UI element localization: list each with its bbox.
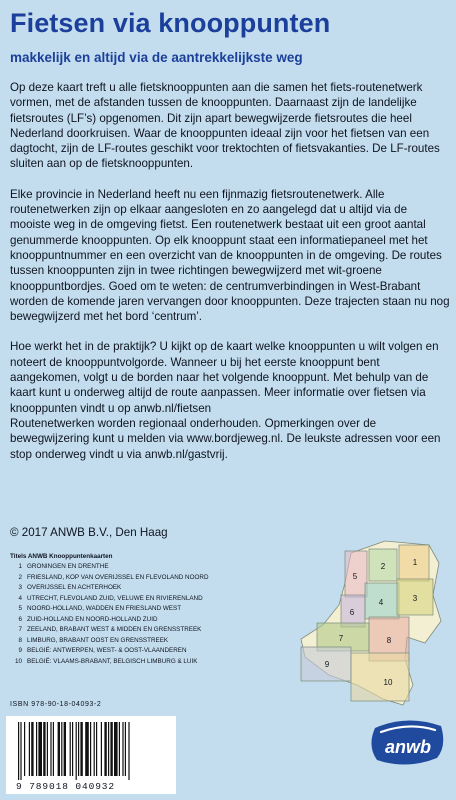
list-item-number: 1 bbox=[18, 563, 22, 570]
anwb-logo-text: anwb bbox=[384, 737, 432, 757]
list-item-number: 9 bbox=[18, 647, 22, 654]
barcode-bar bbox=[78, 722, 79, 776]
page-title: Fietsen via knooppunten bbox=[10, 8, 331, 38]
map-number: 9 bbox=[324, 660, 330, 669]
list-item-label: ZUID-HOLLAND EN NOORD-HOLLAND ZUID bbox=[27, 615, 158, 623]
barcode-bar bbox=[85, 722, 89, 776]
list-item-number: 5 bbox=[18, 605, 22, 612]
barcode-bar bbox=[125, 722, 126, 776]
map-number: 1 bbox=[412, 558, 418, 567]
barcode-bar bbox=[104, 722, 106, 776]
map-sheet-10 bbox=[351, 653, 409, 701]
map-number: 6 bbox=[349, 608, 355, 617]
copyright: © 2017 ANWB B.V., Den Haag bbox=[10, 526, 168, 539]
list-item bbox=[10, 657, 260, 668]
overview-map bbox=[293, 535, 443, 710]
barcode-bar bbox=[38, 722, 42, 776]
barcode-bar bbox=[36, 722, 37, 776]
barcode-bar bbox=[94, 722, 95, 776]
barcode-bar bbox=[18, 722, 19, 780]
barcode-bar bbox=[53, 722, 54, 776]
list-item-number: 4 bbox=[18, 594, 22, 602]
anwb-logo bbox=[365, 716, 449, 772]
list-item-label: BELGIË: ANTWERPEN, WEST- & OOST-VLAANDEREN bbox=[27, 647, 187, 654]
list-item-label: NOORD-HOLLAND, WADDEN EN FRIESLAND WEST bbox=[27, 605, 182, 612]
list-item-number: 8 bbox=[18, 636, 22, 644]
barcode-bar bbox=[31, 722, 33, 776]
list-item-number: 2 bbox=[18, 573, 22, 581]
isbn: ISBN 978-90-18-04093-2 bbox=[10, 701, 102, 708]
list-item bbox=[10, 573, 260, 584]
list-item-label: FRIESLAND, KOP VAN OVERIJSSEL EN FLEVOLAND NOORD bbox=[27, 573, 209, 581]
barcode-bar bbox=[70, 722, 71, 776]
map-number: 7 bbox=[338, 634, 344, 643]
list-item-number: 3 bbox=[18, 584, 22, 591]
list-item bbox=[10, 625, 260, 636]
list-item-label: BELGIË: VLAAMS-BRABANT, BELGISCH LIMBURG & LUIK bbox=[27, 657, 198, 665]
barcode bbox=[6, 716, 176, 794]
barcode-bar bbox=[96, 722, 97, 776]
map-number: 8 bbox=[386, 636, 392, 645]
barcode-bar bbox=[90, 722, 91, 776]
paragraph-maintenance: Routenetwerken worden regionaal onderhouden. Opmerkingen over de bewegwijzering kunt u melden via www.bordjeweg.nl. De leukste adressen voor een stop onderweg vindt u via anwb.nl/gastvrij. bbox=[10, 416, 441, 461]
barcode-number: 9 789018 040932 bbox=[16, 781, 116, 792]
map-number: 5 bbox=[352, 572, 358, 581]
paragraph-network: Elke provincie in Nederland heeft nu een fijnmazig fietsroutenetwerk. Alle routenetwerken zijn op elkaar aangesloten en zo aangelegd dat u altijd via de mooiste weg in de omgeving fietst. Een routenetwerk bestaat uit een groot aantal genummerde knooppunten. Op elk knooppunt staat een informatiepaneel met het knooppuntnummer en een overzicht van de knooppunten in de omgeving. De routes tussen knooppunten zijn in twee richtingen bewegwijzerd met wit-groene knooppuntbordjes. Goed om te weten: de centrumverbindingen in West-Brabant worden de komende jaren vervangen door knooppunten. Deze trajecten staan nu nog bewegwijzerd met het bord ‘centrum’. bbox=[10, 187, 450, 324]
list-item-label: LIMBURG, BRABANT OOST EN GRENSSTREEK bbox=[27, 636, 169, 644]
list-item-number: 7 bbox=[18, 626, 22, 633]
barcode-bar bbox=[29, 722, 30, 776]
barcode-bar bbox=[108, 722, 109, 776]
paragraph-intro: Op deze kaart treft u alle fietsknooppunten aan die samen het fiets-routenetwerk vormen, met de afstanden tussen de knooppunten. Daarnaast zijn de landelijke fietsroutes (LF’s) opgenomen. Dit zijn apart bewegwijzerde fietsroutes die heel Nederland doorkruisen. Waar de knooppunten ideaal zijn voor het fietsen van een dagtocht, zijn de LF-routes geschikt voor trektochten of fietsvakanties. De LF-routes sluiten aan op de fietsknooppunten. bbox=[10, 81, 440, 171]
map-number: 2 bbox=[380, 562, 386, 571]
barcode-bar bbox=[64, 722, 66, 776]
list-item-number: 10 bbox=[14, 657, 22, 665]
map-number: 4 bbox=[378, 598, 384, 607]
barcode-bar bbox=[110, 722, 112, 776]
barcode-bar bbox=[101, 722, 102, 776]
body-text bbox=[10, 80, 450, 477]
paragraph-practice: Hoe werkt het in de praktijk? U kijkt op de kaart welke knooppunten u wilt volgen en noteert de knooppuntvolgorde. Wanneer u bij het eerste knooppunt bent aangekomen, volgt u de borden naar het volgende knooppunt. Met behulp van de kaart kunt u onderweg altijd de route aanpassen. Meer informatie over fietsen via knooppunten vindt u op anwb.nl/fietsen bbox=[10, 340, 439, 415]
barcode-bar bbox=[58, 722, 60, 776]
anwb-logo-graphic bbox=[365, 716, 449, 772]
barcode-bar bbox=[122, 722, 123, 776]
list-item bbox=[10, 636, 260, 647]
barcode-bar bbox=[61, 722, 62, 776]
list-item-number: 6 bbox=[18, 615, 22, 623]
list-item bbox=[10, 646, 260, 657]
list-item-label: OVERIJSSEL EN ACHTERHOEK bbox=[27, 584, 122, 591]
map-number: 3 bbox=[412, 594, 418, 603]
barcode-bar bbox=[47, 722, 48, 776]
barcode-bar bbox=[80, 722, 82, 776]
barcode-bar bbox=[72, 722, 73, 776]
list-item-label: GRONINGEN EN DRENTHE bbox=[27, 563, 109, 570]
list-item bbox=[10, 615, 260, 626]
barcode-bar bbox=[128, 722, 129, 780]
list-item bbox=[10, 604, 260, 615]
list-item-label: UTRECHT, FLEVOLAND ZUID, VELUWE EN RIVIERENLAND bbox=[27, 594, 203, 602]
barcode-bar bbox=[114, 722, 118, 776]
list-item bbox=[10, 594, 260, 605]
list-item bbox=[10, 562, 260, 573]
page-subtitle: makkelijk en altijd via de aantrekkelijkste weg bbox=[10, 50, 303, 65]
barcode-bar bbox=[119, 722, 120, 776]
barcode-bar bbox=[76, 722, 77, 780]
overview-map-graphic bbox=[293, 535, 443, 710]
map-number: 10 bbox=[383, 678, 393, 687]
barcode-bar bbox=[50, 722, 51, 776]
barcode-bar bbox=[24, 722, 25, 776]
barcode-bars bbox=[6, 716, 176, 780]
barcode-bar bbox=[20, 722, 21, 780]
barcode-bar bbox=[43, 722, 45, 776]
titles-list-heading: Titels ANWB Knooppuntenkaarten bbox=[10, 553, 113, 560]
titles-list bbox=[10, 552, 260, 667]
list-item bbox=[10, 583, 260, 594]
list-item-label: ZEELAND, BRABANT WEST & MIDDEN EN GRENSSTREEK bbox=[27, 626, 202, 633]
